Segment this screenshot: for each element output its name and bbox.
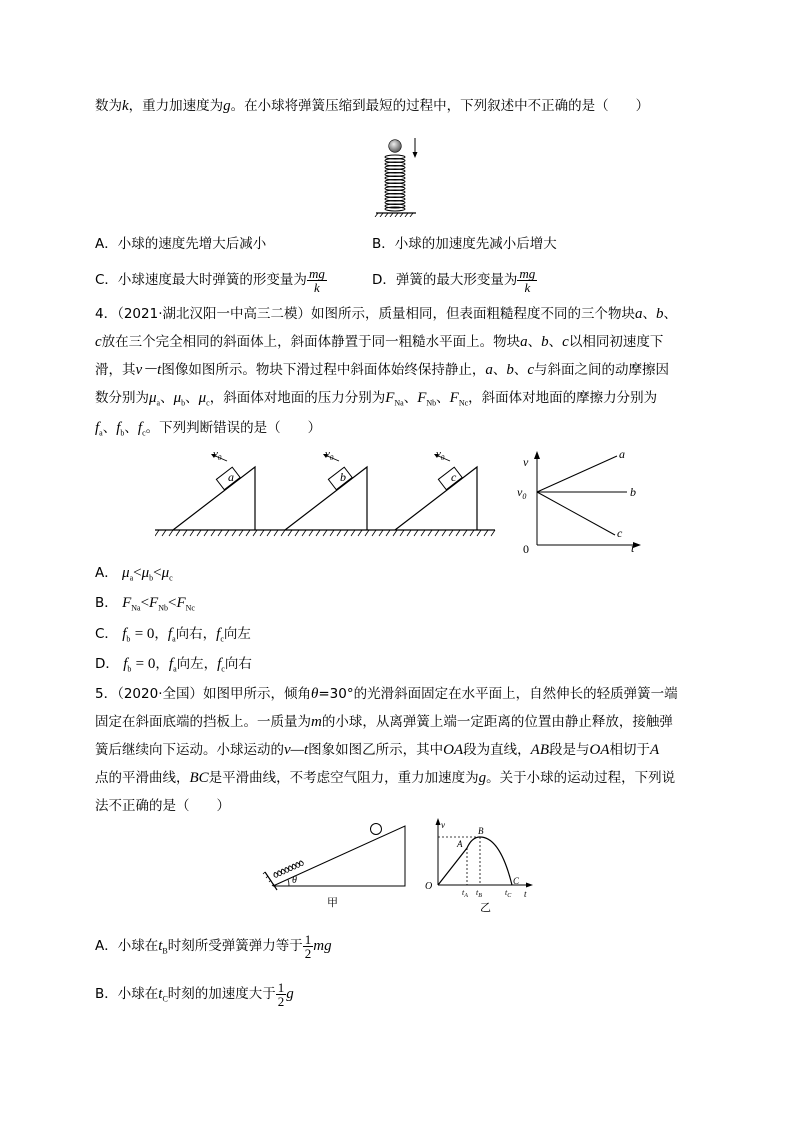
curve-label-a: a <box>619 447 625 461</box>
q3-option-c[interactable]: C．小球速度最大时弹簧的形变量为 $\frac{mg}{k}$ <box>95 265 325 295</box>
q5-vt-figure-yi <box>420 815 535 918</box>
q5-stem-line1: 5．（2020·全国）如图甲所示，倾角θ=30°的光滑斜面固定在水平面上，自然伸长的轻质弹簧一端 <box>95 686 678 702</box>
incline-a <box>173 448 255 530</box>
q4-option-d[interactable]: D． $f_b = 0$，$f_a$向左，$f_c$向右 <box>95 656 252 674</box>
tick-tc: $t_C$ <box>505 888 512 899</box>
q5-stem-line3: 簧后继续向下运动。小球运动的v—t图象如图乙所示，其中OA段为直线，AB段是与OA相切于A <box>95 742 660 758</box>
vt-curve <box>438 837 512 885</box>
origin-label: O <box>425 881 433 892</box>
q5-option-b[interactable]: B．小球在$t_C$时刻的加速度大于 $\frac{1}{2}$ g <box>95 979 294 1009</box>
axis-t-label: t <box>631 541 635 555</box>
q4-stem-line2: c放在三个完全相同的斜面体上，斜面体静置于同一粗糙水平面上。物块a、b、c以相同初速度下 <box>95 334 664 350</box>
axis-v-label: v <box>441 820 445 830</box>
q4-option-b[interactable]: B． $F_{Na}<F_{Nb}<F_{Nc}$ <box>95 595 195 613</box>
tick-tb: $t_B$ <box>476 888 482 899</box>
curve-label-c: c <box>617 526 623 540</box>
v0-label: $v_0$ <box>436 448 445 462</box>
v0-axis-label: $v_0$ <box>517 485 527 501</box>
q3-option-a[interactable]: A．小球的速度先增大后减小 <box>95 236 267 252</box>
incline-b <box>285 448 367 530</box>
q3-stem: 数为k，重力加速度为g。在小球将弹簧压缩到最短的过程中，下列叙述中不正确的是（ ） <box>95 98 650 114</box>
axis-v-label: v <box>523 455 529 469</box>
q4-stem-line5: $f_a$、$f_b$、$f_c$。下列判断错误的是（ ） <box>95 420 322 438</box>
point-label-b: B <box>478 826 484 836</box>
v0-label: $v_0$ <box>325 448 334 462</box>
q4-stem-line1: 4．（2021·湖北汉阳一中高三二模）如图所示，质量相同，但表面粗糙程度不同的三个物块a、b、 <box>95 306 677 322</box>
q4-stem-line3: 滑，其v－t图像如图所示。物块下滑过程中斜面体始终保持静止，a、b、c与斜面之间的动摩擦因 <box>95 362 669 378</box>
q5-stem-line5: 法不正确的是（ ） <box>95 798 230 814</box>
point-label-c: C <box>513 876 520 886</box>
q5-stem-line2: 固定在斜面底端的挡板上。一质量为m的小球，从离弹簧上端一定距离的位置由静止释放，接触弹 <box>95 714 673 730</box>
q4-stem-line4: 数分别为$\mu_a$、$\mu_b$、$\mu_c$，斜面体对地面的压力分别为$F_{Na}$、$F_{Nb}$、$F_{Nc}$，斜面体对地面的摩擦力分别为 <box>95 390 658 408</box>
axis-t-label: t <box>524 889 527 899</box>
q4-option-c[interactable]: C． $f_b = 0$，$f_a$向右，$f_c$向左 <box>95 626 251 644</box>
ball <box>371 824 382 835</box>
block-label-a: a <box>228 470 234 484</box>
ground-hatch <box>155 530 495 536</box>
q3-option-d[interactable]: D．弹簧的最大形变量为 $\frac{mg}{k}$ <box>372 265 536 295</box>
origin-label: 0 <box>523 542 529 555</box>
line-c <box>537 492 615 535</box>
q5-stem-line4: 点的平滑曲线，BC是平滑曲线，不考虑空气阻力，重力加速度为g。关于小球的运动过程，下列说 <box>95 770 676 786</box>
tick-ta: $t_A$ <box>462 888 468 899</box>
incline-c <box>395 448 477 530</box>
point-label-a: A <box>457 839 463 849</box>
v0-label: $v_0$ <box>213 448 222 462</box>
spring-ball-figure <box>372 135 422 217</box>
line-a <box>537 456 617 492</box>
q4-inclines-figure <box>155 445 645 555</box>
fraction-one-half: $\frac{1}{2}$ <box>277 979 285 1009</box>
fraction-mg-over-k: $\frac{mg}{k}$ <box>519 265 536 295</box>
q4-option-a[interactable]: A． $\mu_a<\mu_b<\mu_c$ <box>95 565 173 583</box>
q5-incline-figure-jia <box>255 818 415 910</box>
fraction-one-half: $\frac{1}{2}$ <box>304 931 312 961</box>
fig-label-yi: 乙 <box>480 902 491 914</box>
spring-on-incline <box>273 860 304 878</box>
block-label-b: b <box>340 470 346 484</box>
theta-label: θ <box>292 875 297 886</box>
curve-label-b: b <box>630 485 636 499</box>
fig-label-jia: 甲 <box>327 897 338 909</box>
q5-option-a[interactable]: A．小球在$t_B$时刻所受弹簧弹力等于 $\frac{1}{2}$ mg <box>95 931 332 961</box>
vt-graph <box>517 447 641 555</box>
q3-option-b[interactable]: B．小球的加速度先减小后增大 <box>372 236 557 252</box>
fraction-mg-over-k: $\frac{mg}{k}$ <box>308 265 325 295</box>
block-label-c: c <box>451 470 457 484</box>
